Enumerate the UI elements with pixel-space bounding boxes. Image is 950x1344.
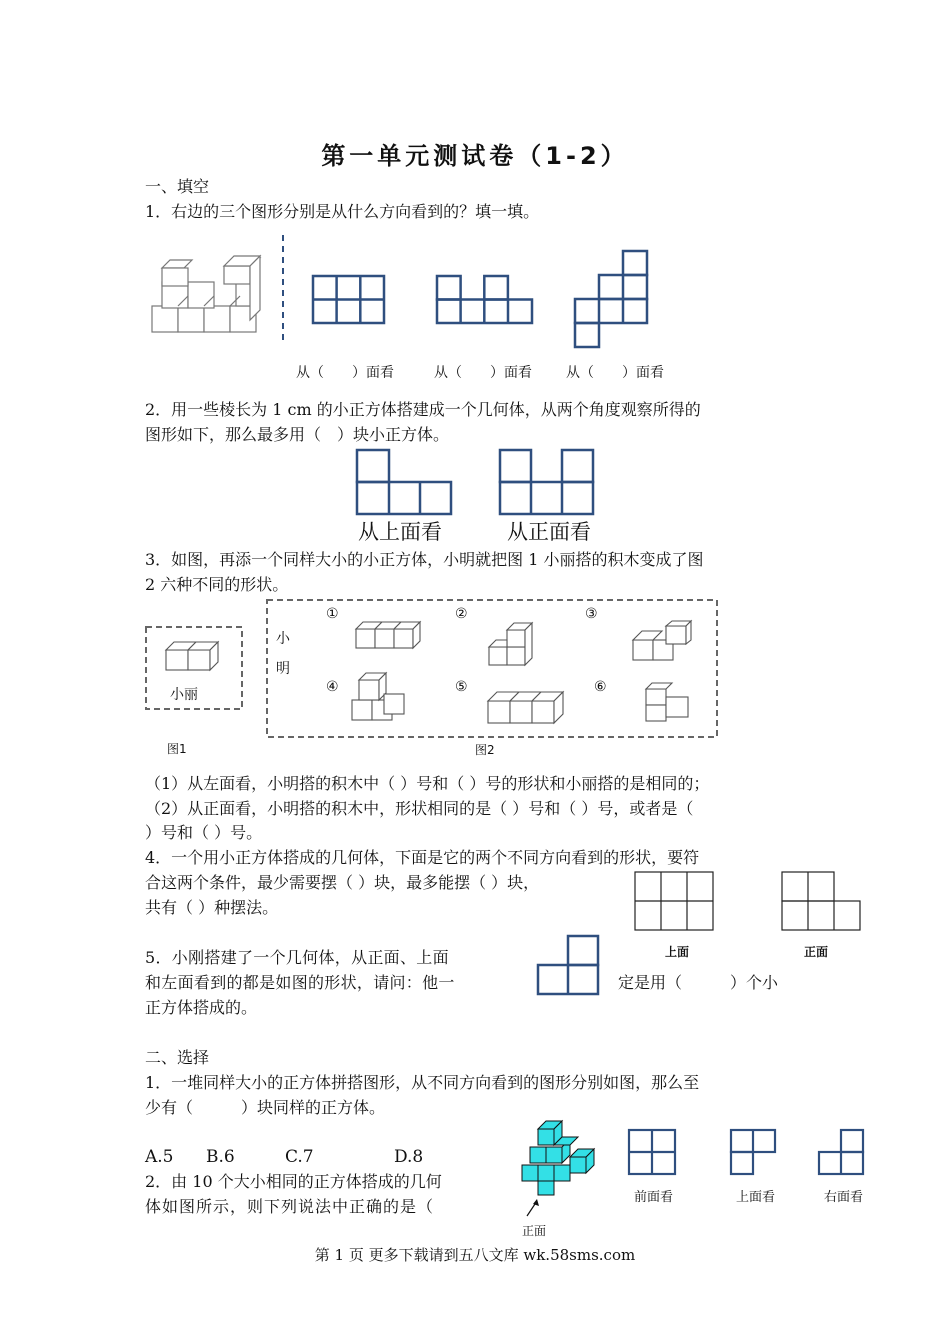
fig2-label: 图2 [475,743,495,757]
option-b: B.6 [206,1147,235,1167]
q4-line1: 4．一个用小正方体搭成的几何体，下面是它的两个不同方向看到的形状，要符 [145,848,700,867]
q2-line1: 2．用一些棱长为 1 cm 的小正方体搭建成一个几何体，从两个角度观察所得的 [145,400,701,419]
s2-q2-line2: 体如图所示，则下列说法中正确的是（ [145,1197,435,1216]
s2-front-view-grid [628,1129,676,1175]
q2-caption-front: 从正面看 [507,520,591,544]
q4-label-top: 上面 [665,945,690,959]
option-d: D.8 [394,1147,424,1167]
q5-line1: 5．小刚搭建了一个几何体，从正面、上面 [145,948,449,967]
q1-dashed-divider [280,235,286,340]
q4-top-view-grid [634,871,715,931]
option-number-4: ④ [326,679,339,695]
s2-cube-pyramid [520,1117,595,1197]
q4-label-front: 正面 [804,945,829,959]
xiaoming-shape-4 [351,672,407,722]
q5-line2-tail: 定是用（ ）个小 [618,973,779,992]
s2-q2-line1: 2．由 10 个大小相同的正方体搭成的几何 [145,1172,442,1191]
s2-top-view-grid [730,1129,776,1175]
q4-front-view-grid [781,871,862,931]
s2-label-top: 上面看 [736,1190,776,1205]
q5-line3: 正方体搭成的。 [145,998,258,1017]
option-number-1: ① [326,606,339,622]
q1-caption-1: 从（ ）面看 [296,365,394,381]
q2-top-view-grid [356,449,453,516]
q2-front-view-grid [499,449,595,516]
option-number-2: ② [455,606,468,622]
q4-line3: 共有（ ）种摆法。 [145,898,279,917]
xiaoming-shape-3 [632,620,692,662]
front-arrow-icon [525,1198,541,1218]
page-title: 第一单元测试卷（1-2） [321,142,629,170]
option-number-3: ③ [585,606,598,622]
section2-heading: 二、选择 [145,1048,210,1067]
q5-view-grid [537,935,600,996]
q3-line1: 3．如图，再添一个同样大小的小正方体，小明就把图 1 小丽搭的积木变成了图 [145,550,704,569]
q3-line2: 2 六种不同的形状。 [145,575,289,594]
page-footer: 第 1 页 更多下载请到五八文库 wk.58sms.com [314,1246,636,1264]
xiaoli-cubes [166,642,218,670]
s2-q1-line1: 1．一堆同样大小的正方体拼搭图形，从不同方向看到的图形分别如图，那么至 [145,1073,700,1092]
xiaoming-label-2: 明 [276,661,290,677]
xiaoming-label-1: 小 [276,631,290,647]
q3-sub2-line2: ）号和（ ）号。 [145,823,263,842]
q1-view-2-grid [436,275,533,325]
fig1-label: 图1 [167,742,187,756]
q4-line2: 合这两个条件，最少需要摆（ ）块，最多能摆（ ）块， [145,873,540,892]
q1-caption-2: 从（ ）面看 [434,365,532,381]
xiaoli-label: 小丽 [170,687,198,703]
xiaoming-shape-1 [355,618,420,650]
q5-line2: 和左面看到的都是如图的形状，请问：他一 [145,973,455,992]
q3-sub1: （1）从左面看，小明搭的积木中（ ）号和（ ）号的形状和小丽搭的是相同的； [145,774,710,793]
s2-label-right: 右面看 [824,1190,864,1205]
q1-isometric-figure [148,250,263,335]
q1-caption-3: 从（ ）面看 [566,365,664,381]
q1-text: 1．右边的三个图形分别是从什么方向看到的？填一填。 [145,202,540,221]
q3-sub2-line1: （2）从正面看，小明搭的积木中，形状相同的是（ ）号和（ ）号，或者是（ [145,799,694,818]
option-number-5: ⑤ [455,679,468,695]
front-label: 正面 [522,1224,547,1238]
s2-q1-line2: 少有（ ）块同样的正方体。 [145,1098,386,1117]
q2-line2: 图形如下，那么最多用（ ）块小正方体。 [145,425,450,444]
q1-view-3-grid [574,250,649,348]
q2-caption-top: 从上面看 [358,520,442,544]
option-c: C.7 [285,1147,314,1167]
xiaoming-shape-2 [488,622,533,667]
s2-label-front: 前面看 [634,1190,674,1205]
xiaoming-shape-6 [642,680,692,722]
option-number-6: ⑥ [594,679,607,695]
q1-view-1-grid [312,275,385,325]
xiaoming-shape-5 [487,688,565,724]
option-a: A.5 [145,1147,174,1167]
s2-right-view-grid [818,1129,864,1175]
section1-heading: 一、填空 [145,177,210,196]
